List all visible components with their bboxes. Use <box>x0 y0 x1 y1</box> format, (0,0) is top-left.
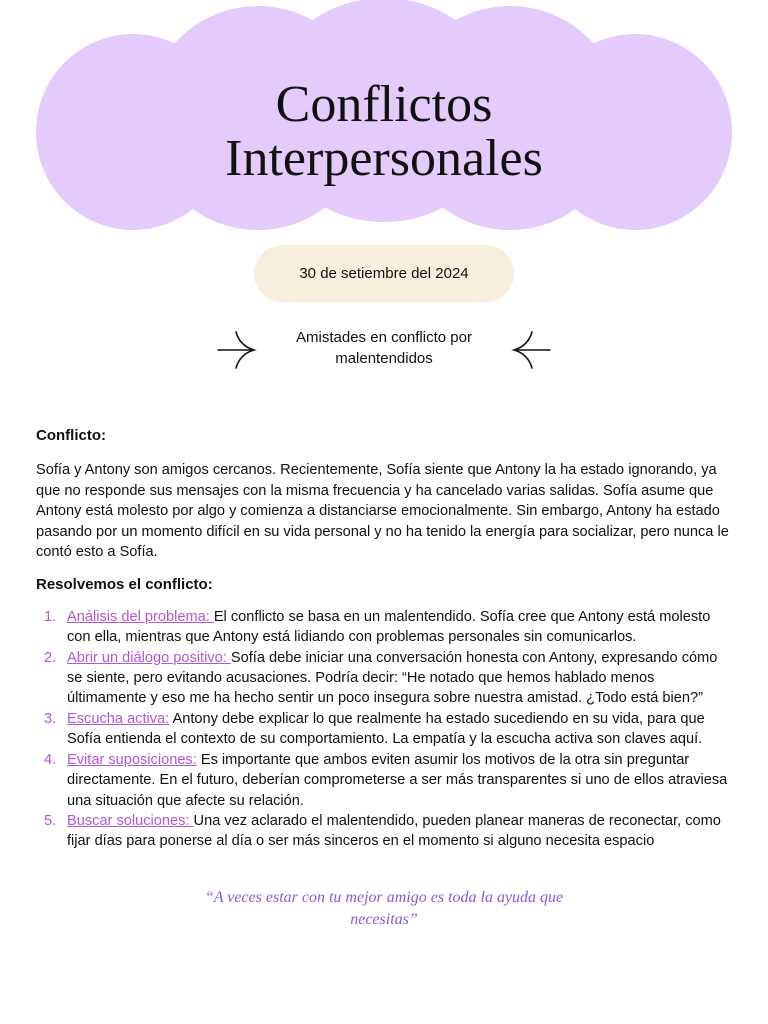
step-text: Antony debe explicar lo que realmente ha estado sucediendo en su vida, para que Sofía entienda el contexto de su comportamiento. La empatía y la escucha activa son claves aquí. <box>67 710 705 748</box>
step-number: 3. <box>44 710 57 727</box>
step-number: 5. <box>44 812 57 829</box>
step-number: 4. <box>44 751 57 768</box>
step-term-link[interactable]: Buscar soluciones: <box>67 812 194 829</box>
page-title <box>0 78 768 186</box>
page-title-line-1: Conflictos <box>275 76 493 133</box>
date-badge <box>254 245 514 302</box>
conflict-heading: Conflicto: <box>36 427 106 444</box>
page-title-line-2: Interpersonales <box>225 130 543 187</box>
step-number: 2. <box>44 649 57 666</box>
conflict-description: Sofía y Antony son amigos cercanos. Recientemente, Sofía siente que Antony la ha estado ignorando, ya que no responde sus mensajes con la misma frecuencia y ha cancelado varias salidas. Sofía asume que Antony está molesto por algo y comienza a distanciarse emocionalmente. Sin embargo, Antony ha estado pasando por un momento difícil en su vida personal y no ha tenido la energía para socializar, pero nunca le contó esto a Sofía. <box>36 462 729 561</box>
step-term-link[interactable]: Evitar suposiciones: <box>67 751 197 768</box>
subtitle: Amistades en conflicto por malentendidos <box>296 329 472 367</box>
resolution-steps-list <box>36 607 736 852</box>
list-item <box>36 709 736 750</box>
date-text: 30 de setiembre del 2024 <box>299 265 469 282</box>
main-content <box>36 426 736 852</box>
closing-quote: “A veces estar con tu mejor amigo es toda la ayuda que necesitas” <box>204 889 564 928</box>
list-item <box>36 607 736 648</box>
resolution-heading: Resolvemos el conflicto: <box>36 576 213 594</box>
list-item <box>36 811 736 852</box>
step-number: 1. <box>44 608 57 625</box>
step-term-link[interactable]: Análisis del problema: <box>67 608 214 625</box>
arrow-left-icon <box>508 330 552 370</box>
step-text: El conflicto se basa en un malentendido. Sofía cree que Antony está molesto con ella, mientras que Antony está lidiando con problemas personales sin comunicarlos. <box>67 608 711 646</box>
list-item <box>36 648 736 709</box>
arrow-right-icon <box>216 330 260 370</box>
step-term-link[interactable]: Escucha activa: <box>67 710 170 727</box>
step-text: Es importante que ambos eviten asumir los motivos de la otra sin preguntar directamente. En el futuro, deberían comprometerse a ser más transparentes si uno de ellos atraviesa una situación que afecte su relación. <box>67 751 728 809</box>
step-text: Una vez aclarado el malentendido, pueden planear maneras de reconectar, como fijar días para ponerse al día o ser más sinceros en el momento si alguno necesita espacio <box>67 812 721 850</box>
step-term-link[interactable]: Abrir un diálogo positivo: <box>67 649 231 666</box>
step-text: Sofía debe iniciar una conversación honesta con Antony, expresando cómo se siente, pero evitando acusaciones. Podría decir: “He notado que hemos hablado menos últimamente y eso me ha hecho sentir un poco insegura sobre nuestra amistad. ¿Todo está bien?” <box>67 649 718 707</box>
list-item <box>36 750 736 811</box>
